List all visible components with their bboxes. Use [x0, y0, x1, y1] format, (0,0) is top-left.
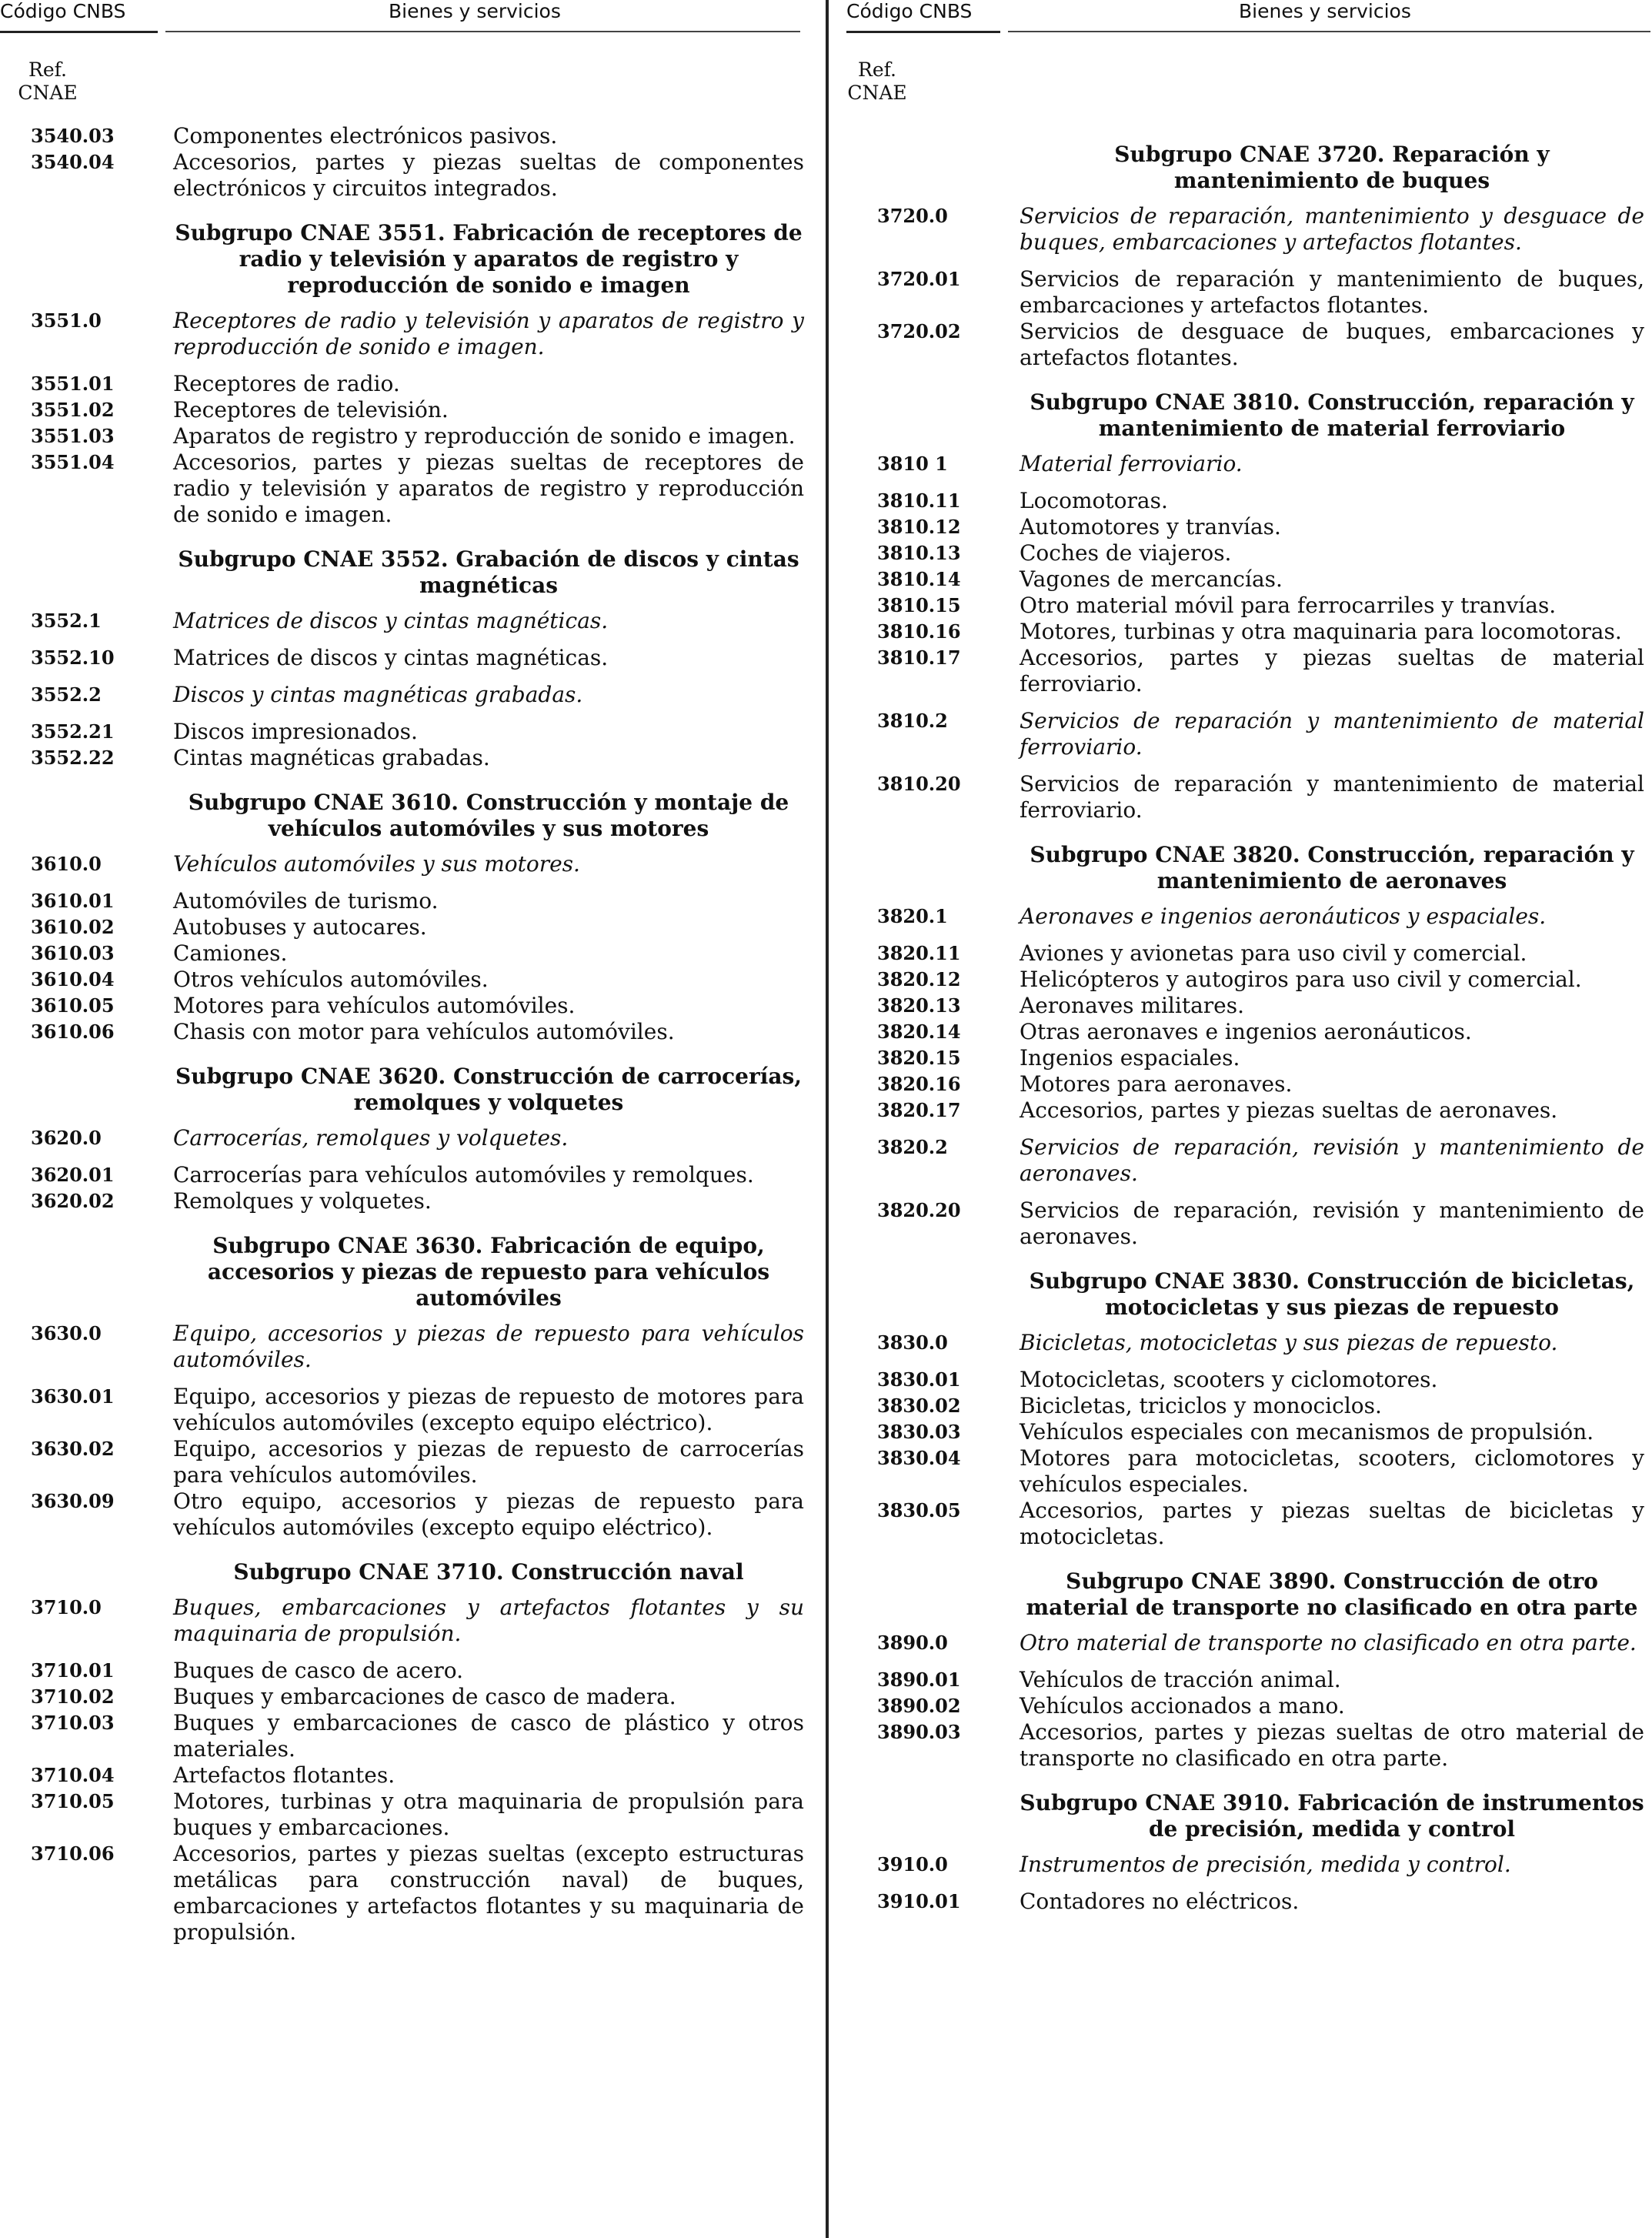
- entry-row: [846, 1393, 1652, 1419]
- entry-description: Otras aeronaves e ingenios aeronáuticos.: [1020, 1019, 1472, 1044]
- entry-row: [0, 745, 812, 771]
- entry-row: [0, 682, 812, 708]
- entry-description: Carrocerías para vehículos automóviles y remolques.: [173, 1162, 754, 1187]
- ref-cnae-label: [846, 58, 908, 105]
- entry-row: [0, 423, 812, 449]
- entry-description: Buques y embarcaciones de casco de madera.: [173, 1684, 676, 1709]
- entry-description: Receptores de radio.: [173, 371, 400, 396]
- entry-code: 3810.12: [877, 516, 961, 538]
- entry-row: [0, 149, 812, 202]
- entry-row: [0, 1384, 812, 1436]
- header-rule: [0, 31, 158, 33]
- entry-description: Accesorios, partes y piezas sueltas de componentes electrónicos y circuitos integrados.: [173, 149, 804, 201]
- entry-description: Automóviles de turismo.: [173, 888, 439, 914]
- entry-description: Aviones y avionetas para uso civil y comercial.: [1020, 940, 1527, 966]
- entry-code: 3630.09: [31, 1490, 115, 1512]
- entry-row: [0, 993, 812, 1019]
- entry-code: 3890.01: [877, 1668, 961, 1691]
- spacer: [846, 256, 1652, 266]
- entry-description: Servicios de desguace de buques, embarcaciones y artefactos flotantes.: [1020, 319, 1644, 370]
- entry-row: [0, 1488, 812, 1541]
- entry-code: 3810.16: [877, 620, 961, 643]
- entry-description: Remolques y volquetes.: [173, 1188, 432, 1214]
- entry-code: 3830.0: [877, 1331, 948, 1354]
- entry-code: 3630.0: [31, 1322, 102, 1344]
- entry-code: 3820.15: [877, 1047, 961, 1069]
- entry-row: [846, 1330, 1652, 1356]
- entry-row: [846, 1045, 1652, 1071]
- entry-row: [0, 940, 812, 967]
- header-desc-label: Bienes y servicios: [1239, 0, 1411, 22]
- entry-row: [0, 371, 812, 397]
- entry-description: Aeronaves e ingenios aeronáuticos y espaciales.: [1020, 904, 1547, 929]
- entry-row: [846, 593, 1652, 619]
- entry-row: [846, 619, 1652, 645]
- header-code-label: Código CNBS: [846, 0, 973, 22]
- entry-row: [846, 540, 1652, 566]
- entry-code: 3820.17: [877, 1099, 961, 1121]
- header-code-label: Código CNBS: [0, 0, 126, 22]
- spacer: [0, 708, 812, 719]
- entry-description: Carrocerías, remolques y volquetes.: [173, 1125, 569, 1151]
- entry-code: 3610.01: [31, 890, 115, 912]
- subgroup-heading: Subgrupo CNAE 3820. Construcción, reparación y mantenimiento de aeronaves: [1030, 842, 1634, 894]
- spacer: [0, 1373, 812, 1384]
- subgroup-heading: Subgrupo CNAE 3830. Construcción de bicicletas, motocicletas y sus piezas de repuesto: [1029, 1268, 1635, 1320]
- entry-code: 3810 1: [877, 453, 948, 475]
- entry-row: [846, 1134, 1652, 1187]
- entry-description: Coches de viajeros.: [1020, 540, 1232, 566]
- entries-list: [846, 123, 1652, 1915]
- entry-description: Motores para motocicletas, scooters, ciclomotores y vehículos especiales.: [1020, 1445, 1644, 1497]
- entry-row: [846, 1071, 1652, 1097]
- entry-code: 3610.03: [31, 942, 115, 964]
- entry-code: 3552.10: [31, 646, 115, 669]
- entry-description: Componentes electrónicos pasivos.: [173, 123, 558, 149]
- entry-description: Locomotoras.: [1020, 488, 1168, 513]
- spacer: [846, 1124, 1652, 1134]
- entry-description: Helicópteros y autogiros para uso civil y comercial.: [1020, 967, 1582, 992]
- ref-label: Ref.: [28, 58, 67, 81]
- entry-description: Buques, embarcaciones y artefactos flotantes y su maquinaria de propulsión.: [173, 1595, 804, 1646]
- spacer: [846, 930, 1652, 940]
- entry-code: 3830.03: [877, 1421, 961, 1443]
- entry-row: [0, 967, 812, 993]
- entry-row: [0, 914, 812, 940]
- entry-code: 3720.01: [877, 268, 961, 290]
- entry-description: Discos impresionados.: [173, 719, 418, 744]
- spacer: [0, 360, 812, 371]
- spacer: [0, 877, 812, 888]
- entry-row: [846, 566, 1652, 593]
- subgroup-heading: Subgrupo CNAE 3910. Fabricación de instrumentos de precisión, medida y control: [1020, 1790, 1644, 1842]
- entry-code: 3630.02: [31, 1438, 115, 1460]
- entry-description: Servicios de reparación y mantenimiento de material ferroviario.: [1020, 771, 1644, 823]
- entry-description: Receptores de radio y televisión y aparatos de registro y reproducción de sonido e imagen.: [173, 308, 804, 359]
- entry-code: 3610.02: [31, 916, 115, 938]
- entry-row: [0, 1188, 812, 1214]
- entry-row: [0, 123, 812, 149]
- entry-row: [846, 1445, 1652, 1498]
- spacer: [846, 760, 1652, 771]
- entry-row: [846, 1419, 1652, 1445]
- entry-description: Equipo, accesorios y piezas de repuesto de carrocerías para vehículos automóviles.: [173, 1436, 804, 1488]
- entry-code: 3810.17: [877, 646, 961, 669]
- subgroup-heading: Subgrupo CNAE 3720. Reparación y mantenimiento de buques: [1114, 142, 1550, 193]
- entry-code: 3710.03: [31, 1712, 115, 1734]
- entry-code: 3710.04: [31, 1764, 115, 1786]
- entry-row: [0, 397, 812, 423]
- entry-description: Equipo, accesorios y piezas de repuesto para vehículos automóviles.: [173, 1321, 804, 1372]
- entry-row: [0, 608, 812, 634]
- entry-row: [846, 993, 1652, 1019]
- entry-row: [846, 1852, 1652, 1878]
- entry-row: [0, 308, 812, 360]
- entry-code: 3830.01: [877, 1368, 961, 1391]
- spacer: [846, 1878, 1652, 1889]
- entry-row: [846, 1097, 1652, 1124]
- subgroup-heading: Subgrupo CNAE 3810. Construcción, reparación y mantenimiento de material ferroviario: [1030, 389, 1634, 441]
- subgroup-heading: Subgrupo CNAE 3610. Construcción y montaje de vehículos automóviles y sus motores: [188, 790, 789, 841]
- entry-description: Equipo, accesorios y piezas de repuesto de motores para vehículos automóviles (excepto equipo eléctrico).: [173, 1384, 804, 1435]
- entry-row: [0, 1710, 812, 1762]
- subgroup-heading: Subgrupo CNAE 3620. Construcción de carrocerías, remolques y volquetes: [175, 1064, 803, 1115]
- entry-row: [846, 904, 1652, 930]
- entry-row: [846, 1197, 1652, 1250]
- right-column: [846, 0, 1652, 2238]
- entry-description: Camiones.: [173, 940, 288, 966]
- entry-code: 3620.01: [31, 1164, 115, 1186]
- entry-row: [0, 719, 812, 745]
- column-header: [846, 0, 1652, 28]
- entry-description: Accesorios, partes y piezas sueltas de bicicletas y motocicletas.: [1020, 1498, 1644, 1549]
- entry-description: Servicios de reparación y mantenimiento de buques, embarcaciones y artefactos flotantes.: [1020, 266, 1644, 318]
- entry-row: [846, 940, 1652, 967]
- entry-description: Buques de casco de acero.: [173, 1658, 463, 1683]
- entry-description: Otro equipo, accesorios y piezas de repuesto para vehículos automóviles (excepto equipo eléctrico).: [173, 1488, 804, 1540]
- entry-code: 3710.05: [31, 1790, 115, 1812]
- entry-row: [846, 488, 1652, 514]
- entry-row: [846, 451, 1652, 477]
- entry-code: 3810.11: [877, 489, 961, 512]
- header-desc-label: Bienes y servicios: [389, 0, 561, 22]
- entry-code: 3610.0: [31, 853, 102, 875]
- entry-row: [846, 266, 1652, 319]
- entry-description: Accesorios, partes y piezas sueltas (excepto estructuras metálicas para construcción naval) de buques, embarcaciones y artefactos flotantes y su maquinaria de propulsión.: [173, 1841, 804, 1945]
- left-column: [0, 0, 812, 2238]
- entry-row: [0, 1125, 812, 1151]
- entry-code: 3620.0: [31, 1127, 102, 1149]
- entry-row: [846, 708, 1652, 760]
- entry-code: 3540.03: [31, 125, 115, 147]
- spacer: [846, 1356, 1652, 1367]
- entry-description: Cintas magnéticas grabadas.: [173, 745, 490, 770]
- entry-description: Servicios de reparación, revisión y mantenimiento de aeronaves.: [1020, 1197, 1644, 1249]
- entry-row: [846, 1019, 1652, 1045]
- spacer: [846, 697, 1652, 708]
- entry-row: [846, 1889, 1652, 1915]
- entry-code: 3551.0: [31, 309, 102, 332]
- subgroup-heading: Subgrupo CNAE 3890. Construcción de otro material de transporte no clasificado en otra parte: [1026, 1568, 1638, 1620]
- entry-description: Accesorios, partes y piezas sueltas de receptores de radio y televisión y aparatos de registro y reproducción de sonido e imagen.: [173, 449, 804, 527]
- entry-row: [846, 1719, 1652, 1772]
- entry-code: 3820.2: [877, 1136, 948, 1158]
- entry-code: 3890.02: [877, 1695, 961, 1717]
- entry-description: Receptores de televisión.: [173, 397, 449, 423]
- entry-row: [0, 1595, 812, 1647]
- entry-row: [0, 1019, 812, 1045]
- entry-code: 3710.02: [31, 1685, 115, 1708]
- entry-description: Vehículos de tracción animal.: [1020, 1667, 1341, 1692]
- entry-code: 3810.20: [877, 773, 961, 795]
- entry-description: Automotores y tranvías.: [1020, 514, 1281, 539]
- entry-code: 3720.02: [877, 320, 961, 342]
- entry-code: 3610.04: [31, 968, 115, 990]
- spacer: [846, 1187, 1652, 1197]
- entry-description: Contadores no eléctricos.: [1020, 1889, 1300, 1914]
- entry-row: [0, 1321, 812, 1373]
- entry-description: Servicios de reparación, revisión y mantenimiento de aeronaves.: [1020, 1134, 1644, 1186]
- entry-code: 3551.01: [31, 372, 115, 395]
- entry-row: [0, 1436, 812, 1488]
- entry-code: 3820.14: [877, 1020, 961, 1043]
- entry-code: 3552.22: [31, 747, 115, 769]
- entry-description: Vehículos accionados a mano.: [1020, 1693, 1345, 1719]
- subgroup-heading: Subgrupo CNAE 3552. Grabación de discos y cintas magnéticas: [178, 546, 799, 598]
- header-rule: [846, 31, 1000, 33]
- entry-description: Accesorios, partes y piezas sueltas de aeronaves.: [1020, 1097, 1558, 1123]
- entry-description: Aeronaves militares.: [1020, 993, 1245, 1018]
- entry-description: Vehículos especiales con mecanismos de propulsión.: [1020, 1419, 1594, 1445]
- entry-row: [846, 1367, 1652, 1393]
- entry-row: [0, 1762, 812, 1789]
- entry-row: [846, 203, 1652, 256]
- entry-code: 3610.06: [31, 1020, 115, 1043]
- entry-description: Motocicletas, scooters y ciclomotores.: [1020, 1367, 1438, 1392]
- column-header: [0, 0, 812, 28]
- entry-description: Bicicletas, triciclos y monociclos.: [1020, 1393, 1382, 1418]
- entry-code: 3551.03: [31, 425, 115, 447]
- ref-label: Ref.: [858, 58, 896, 81]
- entry-code: 3910.0: [877, 1853, 948, 1876]
- entry-code: 3710.06: [31, 1842, 115, 1865]
- entry-row: [846, 771, 1652, 823]
- entry-description: Buques y embarcaciones de casco de plástico y otros materiales.: [173, 1710, 804, 1762]
- entry-description: Vehículos automóviles y sus motores.: [173, 851, 580, 877]
- entry-code: 3810.13: [877, 542, 961, 564]
- spacer: [846, 1656, 1652, 1667]
- entry-code: 3552.2: [31, 683, 102, 706]
- entries-list: [0, 123, 812, 1946]
- ref-cnae-label: [17, 58, 78, 105]
- entry-description: Servicios de reparación y mantenimiento de material ferroviario.: [1020, 708, 1644, 760]
- entry-description: Otro material de transporte no clasificado en otra parte.: [1020, 1630, 1637, 1655]
- entry-code: 3551.04: [31, 451, 115, 473]
- entry-code: 3820.11: [877, 942, 961, 964]
- entry-description: Bicicletas, motocicletas y sus piezas de repuesto.: [1020, 1330, 1558, 1355]
- entry-code: 3890.03: [877, 1721, 961, 1743]
- entry-row: [846, 1693, 1652, 1719]
- entry-description: Matrices de discos y cintas magnéticas.: [173, 645, 609, 670]
- entry-code: 3540.04: [31, 151, 115, 173]
- header-rule: [1008, 31, 1650, 32]
- entry-description: Artefactos flotantes.: [173, 1762, 395, 1788]
- entry-code: 3710.01: [31, 1659, 115, 1682]
- entry-code: 3810.2: [877, 710, 948, 732]
- ref-sub-label: CNAE: [18, 82, 78, 104]
- entry-row: [0, 1684, 812, 1710]
- header-rule: [165, 31, 800, 32]
- entry-description: Motores para vehículos automóviles.: [173, 993, 576, 1018]
- entry-code: 3820.13: [877, 994, 961, 1017]
- spacer: [0, 1647, 812, 1658]
- entry-row: [0, 1658, 812, 1684]
- entry-description: Motores para aeronaves.: [1020, 1071, 1293, 1097]
- entry-code: 3610.05: [31, 994, 115, 1017]
- entry-description: Material ferroviario.: [1020, 451, 1243, 476]
- entry-code: 3551.02: [31, 399, 115, 421]
- entry-row: [0, 645, 812, 671]
- entry-code: 3820.16: [877, 1073, 961, 1095]
- entry-description: Servicios de reparación, mantenimiento y desguace de buques, embarcaciones y artefactos flotantes.: [1020, 203, 1644, 255]
- entry-code: 3552.1: [31, 610, 102, 632]
- entry-description: Otros vehículos automóviles.: [173, 967, 489, 992]
- entry-row: [846, 1667, 1652, 1693]
- entry-description: Instrumentos de precisión, medida y control.: [1020, 1852, 1511, 1877]
- entry-row: [0, 1841, 812, 1946]
- subgroup-heading: Subgrupo CNAE 3710. Construcción naval: [233, 1559, 744, 1585]
- entry-code: 3820.20: [877, 1199, 961, 1221]
- entry-description: Aparatos de registro y reproducción de sonido e imagen.: [173, 423, 796, 449]
- ref-sub-label: CNAE: [847, 82, 907, 104]
- entry-code: 3630.01: [31, 1385, 115, 1408]
- entry-description: Matrices de discos y cintas magnéticas.: [173, 608, 609, 633]
- entry-row: [0, 888, 812, 914]
- entry-code: 3810.14: [877, 568, 961, 590]
- entry-code: 3620.02: [31, 1190, 115, 1212]
- entry-row: [846, 1630, 1652, 1656]
- entry-row: [0, 1162, 812, 1188]
- entry-description: Discos y cintas magnéticas grabadas.: [173, 682, 583, 707]
- entry-row: [846, 1498, 1652, 1550]
- entry-description: Vagones de mercancías.: [1020, 566, 1283, 592]
- entry-code: 3552.21: [31, 720, 115, 743]
- entry-code: 3910.01: [877, 1890, 961, 1912]
- entry-row: [0, 449, 812, 528]
- column-divider: [826, 0, 829, 2238]
- spacer: [846, 477, 1652, 488]
- entry-code: 3710.0: [31, 1596, 102, 1618]
- spacer: [0, 634, 812, 645]
- spacer: [0, 1151, 812, 1162]
- entry-description: Motores, turbinas y otra maquinaria para locomotoras.: [1020, 619, 1622, 644]
- entry-description: Autobuses y autocares.: [173, 914, 427, 940]
- entry-code: 3720.0: [877, 205, 948, 227]
- entry-code: 3830.02: [877, 1395, 961, 1417]
- entry-row: [846, 319, 1652, 371]
- subgroup-heading: Subgrupo CNAE 3551. Fabricación de receptores de radio y televisión y aparatos de registro y reproducción de sonido e imagen: [175, 220, 803, 298]
- entry-row: [846, 967, 1652, 993]
- entry-code: 3830.05: [877, 1499, 961, 1522]
- entry-row: [846, 514, 1652, 540]
- entry-code: 3810.15: [877, 594, 961, 616]
- entry-row: [0, 1789, 812, 1841]
- entry-row: [0, 851, 812, 877]
- entry-code: 3830.04: [877, 1447, 961, 1469]
- entry-description: Ingenios espaciales.: [1020, 1045, 1240, 1071]
- entry-description: Motores, turbinas y otra maquinaria de propulsión para buques y embarcaciones.: [173, 1789, 804, 1840]
- entry-code: 3820.1: [877, 905, 948, 927]
- spacer: [0, 671, 812, 682]
- entry-row: [846, 645, 1652, 697]
- entry-description: Accesorios, partes y piezas sueltas de otro material de transporte no clasificado en otra parte.: [1020, 1719, 1644, 1771]
- entry-description: Accesorios, partes y piezas sueltas de material ferroviario.: [1020, 645, 1644, 696]
- entry-code: 3890.0: [877, 1632, 948, 1654]
- entry-description: Chasis con motor para vehículos automóviles.: [173, 1019, 675, 1044]
- entry-description: Otro material móvil para ferrocarriles y tranvías.: [1020, 593, 1557, 618]
- subgroup-heading: Subgrupo CNAE 3630. Fabricación de equipo, accesorios y piezas de repuesto para vehículos automóviles: [207, 1233, 770, 1311]
- entry-code: 3820.12: [877, 968, 961, 990]
